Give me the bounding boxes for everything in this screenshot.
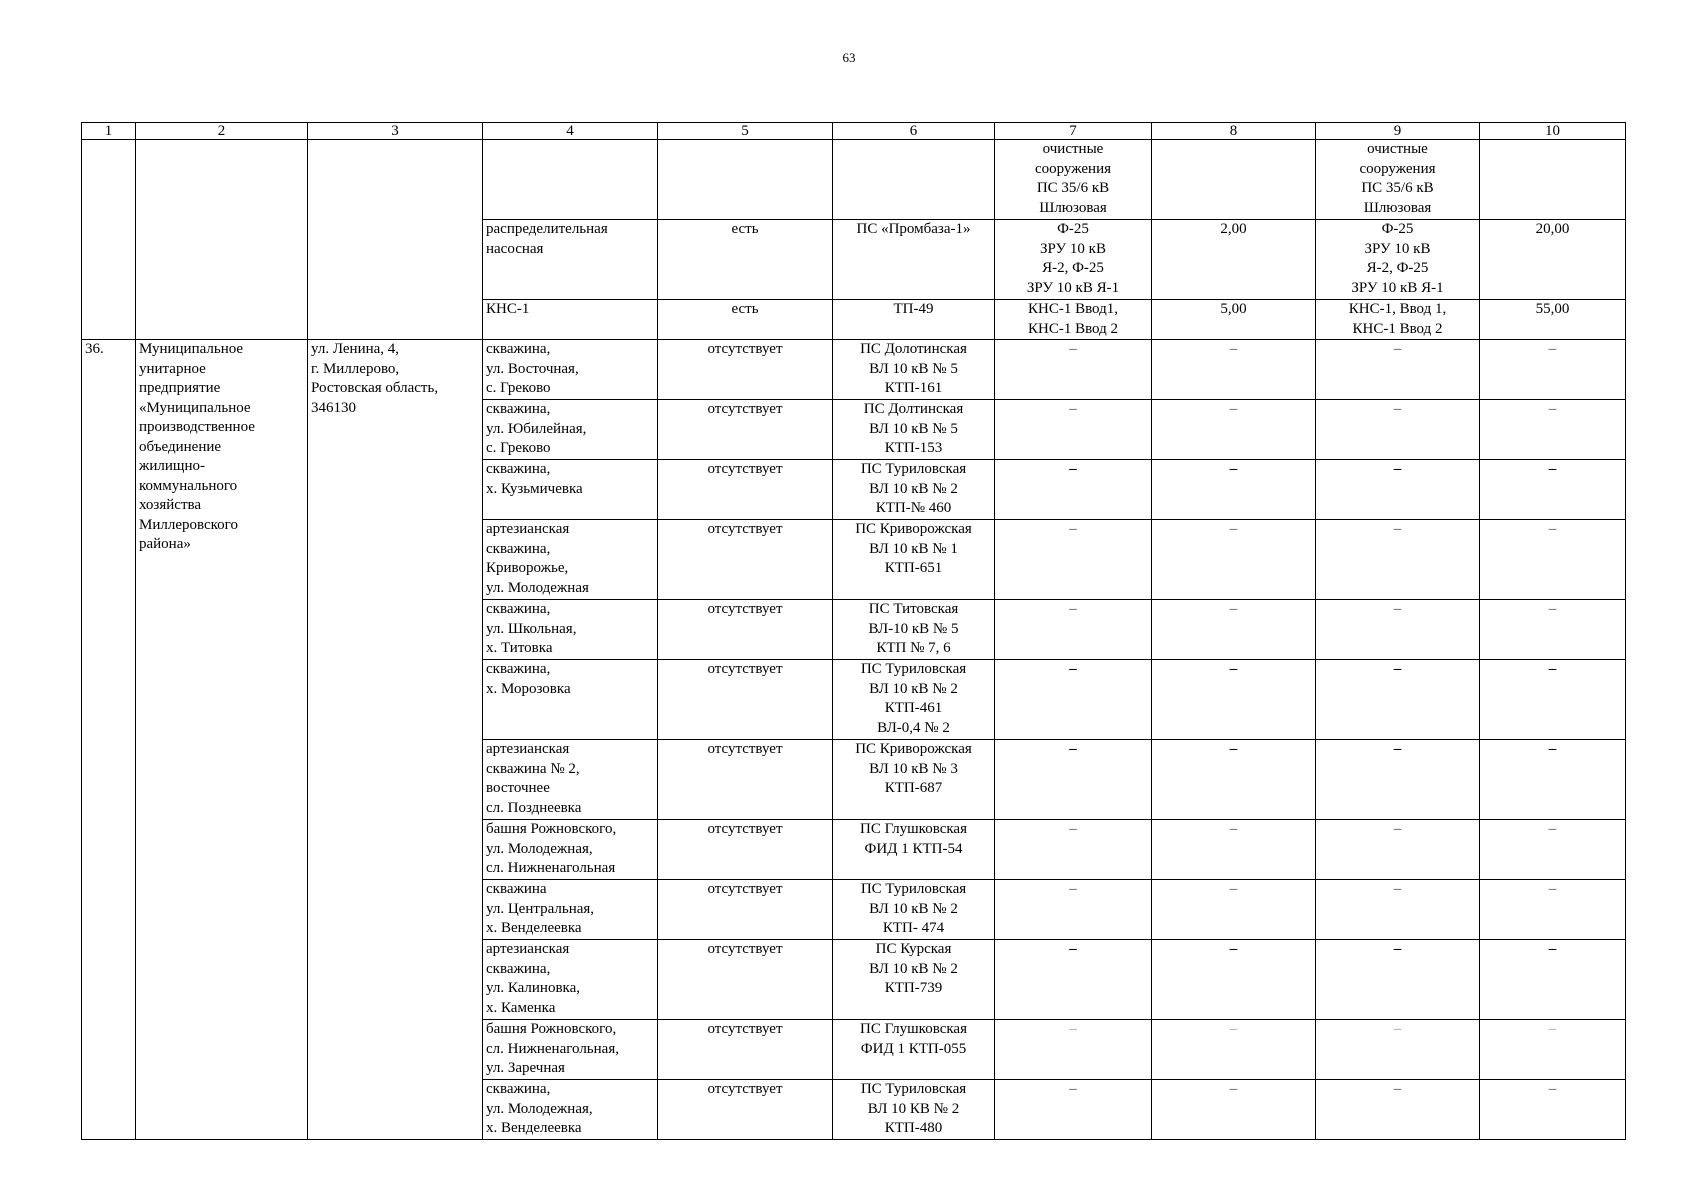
cell-availability: отсутствует: [658, 600, 833, 660]
cell-substation: ПС Туриловская ВЛ 10 кВ № 2 КТП-№ 460: [833, 460, 995, 520]
cell-dash: –: [995, 600, 1152, 660]
cell-dash: –: [995, 1080, 1152, 1140]
cell-dash: –: [995, 1020, 1152, 1080]
column-header: 4: [483, 123, 658, 140]
cell-dash: –: [1316, 820, 1480, 880]
cell-dash: –: [1316, 520, 1480, 600]
cell-facility: башня Рожновского, ул. Молодежная, сл. Нижненагольная: [483, 820, 658, 880]
cell-substation: ПС Титовская ВЛ-10 кВ № 5 КТП № 7, 6: [833, 600, 995, 660]
cell-value: 55,00: [1480, 300, 1626, 340]
cell-dash: –: [995, 880, 1152, 940]
cell-substation: ПС Долотинская ВЛ 10 кВ № 5 КТП-161: [833, 340, 995, 400]
column-header: 7: [995, 123, 1152, 140]
table-row: [82, 140, 1626, 220]
cell-power-source: очистные сооружения ПС 35/6 кВ Шлюзовая: [995, 140, 1152, 220]
cell-dash: –: [1480, 400, 1626, 460]
cell-dash: –: [1316, 880, 1480, 940]
cell-dash: –: [1316, 1080, 1480, 1140]
cell-dash: –: [995, 340, 1152, 400]
cell-facility: артезианская скважина, ул. Калиновка, х. Каменка: [483, 940, 658, 1020]
cell-dash: –: [1316, 600, 1480, 660]
cell-address: ул. Ленина, 4, г. Миллерово, Ростовская область, 346130: [308, 340, 483, 1140]
cell-availability: отсутствует: [658, 1020, 833, 1080]
cell-dash: –: [995, 400, 1152, 460]
cell-empty: [833, 140, 995, 220]
cell-power-source: Ф-25 ЗРУ 10 кВ Я-2, Ф-25 ЗРУ 10 кВ Я-1: [1316, 220, 1480, 300]
cell-dash: –: [1316, 940, 1480, 1020]
cell-dash: –: [1152, 340, 1316, 400]
cell-dash: –: [1152, 520, 1316, 600]
cell-dash: –: [995, 460, 1152, 520]
cell-facility: скважина, ул. Молодежная, х. Венделеевка: [483, 1080, 658, 1140]
cell-facility: скважина, ул. Юбилейная, с. Греково: [483, 400, 658, 460]
column-number-row: [82, 123, 1626, 140]
cell-facility: распределительная насосная: [483, 220, 658, 300]
cell-availability: отсутствует: [658, 820, 833, 880]
cell-dash: –: [1152, 660, 1316, 740]
cell-power-source: Ф-25 ЗРУ 10 кВ Я-2, Ф-25 ЗРУ 10 кВ Я-1: [995, 220, 1152, 300]
cell-dash: –: [1152, 940, 1316, 1020]
cell-dash: –: [1480, 880, 1626, 940]
cell-dash: –: [995, 520, 1152, 600]
cell-facility: скважина, ул. Восточная, с. Греково: [483, 340, 658, 400]
cell-substation: ПС Туриловская ВЛ 10 кВ № 2 КТП-461 ВЛ-0,4 № 2: [833, 660, 995, 740]
cell-empty: [136, 140, 308, 340]
cell-facility: скважина, ул. Школьная, х. Титовка: [483, 600, 658, 660]
cell-dash: –: [1480, 600, 1626, 660]
cell-substation: ПС Глушковская ФИД 1 КТП-055: [833, 1020, 995, 1080]
cell-dash: –: [1480, 820, 1626, 880]
cell-facility: скважина, х. Морозовка: [483, 660, 658, 740]
cell-substation: ПС Долтинская ВЛ 10 кВ № 5 КТП-153: [833, 400, 995, 460]
cell-dash: –: [995, 740, 1152, 820]
cell-dash: –: [1480, 940, 1626, 1020]
cell-empty: [308, 140, 483, 340]
cell-availability: отсутствует: [658, 520, 833, 600]
cell-value: 5,00: [1152, 300, 1316, 340]
cell-substation: ПС Криворожская ВЛ 10 кВ № 3 КТП-687: [833, 740, 995, 820]
column-header: 9: [1316, 123, 1480, 140]
cell-substation: ПС Курская ВЛ 10 кВ № 2 КТП-739: [833, 940, 995, 1020]
column-header: 1: [82, 123, 136, 140]
cell-facility: скважина ул. Центральная, х. Венделеевка: [483, 880, 658, 940]
cell-availability: отсутствует: [658, 1080, 833, 1140]
cell-dash: –: [1480, 740, 1626, 820]
cell-dash: –: [1316, 740, 1480, 820]
cell-substation: ТП-49: [833, 300, 995, 340]
cell-dash: –: [1152, 400, 1316, 460]
cell-availability: отсутствует: [658, 340, 833, 400]
cell-dash: –: [1480, 1080, 1626, 1140]
cell-dash: –: [1480, 1020, 1626, 1080]
cell-substation: ПС Туриловская ВЛ 10 кВ № 2 КТП- 474: [833, 880, 995, 940]
cell-dash: –: [1316, 660, 1480, 740]
cell-dash: –: [1480, 340, 1626, 400]
cell-availability: отсутствует: [658, 940, 833, 1020]
cell-dash: –: [1480, 460, 1626, 520]
cell-availability: отсутствует: [658, 460, 833, 520]
cell-power-source: КНС-1, Ввод 1, КНС-1 Ввод 2: [1316, 300, 1480, 340]
cell-empty: [1480, 140, 1626, 220]
cell-facility: артезианская скважина, Криворожье, ул. Молодежная: [483, 520, 658, 600]
cell-dash: –: [1152, 1080, 1316, 1140]
cell-availability: есть: [658, 300, 833, 340]
cell-availability: отсутствует: [658, 740, 833, 820]
cell-dash: –: [995, 820, 1152, 880]
column-header: 6: [833, 123, 995, 140]
cell-substation: ПС Криворожская ВЛ 10 кВ № 1 КТП-651: [833, 520, 995, 600]
cell-dash: –: [1152, 460, 1316, 520]
cell-power-source: очистные сооружения ПС 35/6 кВ Шлюзовая: [1316, 140, 1480, 220]
cell-dash: –: [1480, 520, 1626, 600]
cell-empty: [82, 140, 136, 340]
cell-value: 20,00: [1480, 220, 1626, 300]
cell-empty: [483, 140, 658, 220]
facilities-table: [81, 122, 1626, 1140]
column-header: 10: [1480, 123, 1626, 140]
table-row: [82, 340, 1626, 400]
column-header: 2: [136, 123, 308, 140]
cell-availability: отсутствует: [658, 400, 833, 460]
cell-entry-number: 36.: [82, 340, 136, 1140]
cell-power-source: КНС-1 Ввод1, КНС-1 Ввод 2: [995, 300, 1152, 340]
cell-facility: артезианская скважина № 2, восточнее сл. Позднеевка: [483, 740, 658, 820]
cell-dash: –: [1152, 880, 1316, 940]
cell-value: 2,00: [1152, 220, 1316, 300]
cell-dash: –: [995, 660, 1152, 740]
cell-dash: –: [1152, 820, 1316, 880]
cell-facility: КНС-1: [483, 300, 658, 340]
cell-dash: –: [1152, 1020, 1316, 1080]
column-header: 8: [1152, 123, 1316, 140]
cell-dash: –: [1316, 1020, 1480, 1080]
cell-dash: –: [1480, 660, 1626, 740]
cell-substation: ПС Туриловская ВЛ 10 КВ № 2 КТП-480: [833, 1080, 995, 1140]
cell-empty: [658, 140, 833, 220]
cell-dash: –: [1316, 340, 1480, 400]
cell-dash: –: [1152, 740, 1316, 820]
cell-substation: ПС «Промбаза-1»: [833, 220, 995, 300]
cell-availability: есть: [658, 220, 833, 300]
page-number: 63: [842, 50, 856, 65]
cell-availability: отсутствует: [658, 660, 833, 740]
column-header: 3: [308, 123, 483, 140]
cell-dash: –: [995, 940, 1152, 1020]
cell-facility: скважина, х. Кузьмичевка: [483, 460, 658, 520]
cell-dash: –: [1316, 400, 1480, 460]
cell-empty: [1152, 140, 1316, 220]
cell-availability: отсутствует: [658, 880, 833, 940]
column-header: 5: [658, 123, 833, 140]
cell-dash: –: [1316, 460, 1480, 520]
cell-substation: ПС Глушковская ФИД 1 КТП-54: [833, 820, 995, 880]
cell-dash: –: [1152, 600, 1316, 660]
cell-facility: башня Рожновского, сл. Нижненагольная, ул. Заречная: [483, 1020, 658, 1080]
cell-organization: Муниципальное унитарное предприятие «Муниципальное производственное объединение жилищно- коммунального хозяйства Миллеровского района»: [136, 340, 308, 1140]
